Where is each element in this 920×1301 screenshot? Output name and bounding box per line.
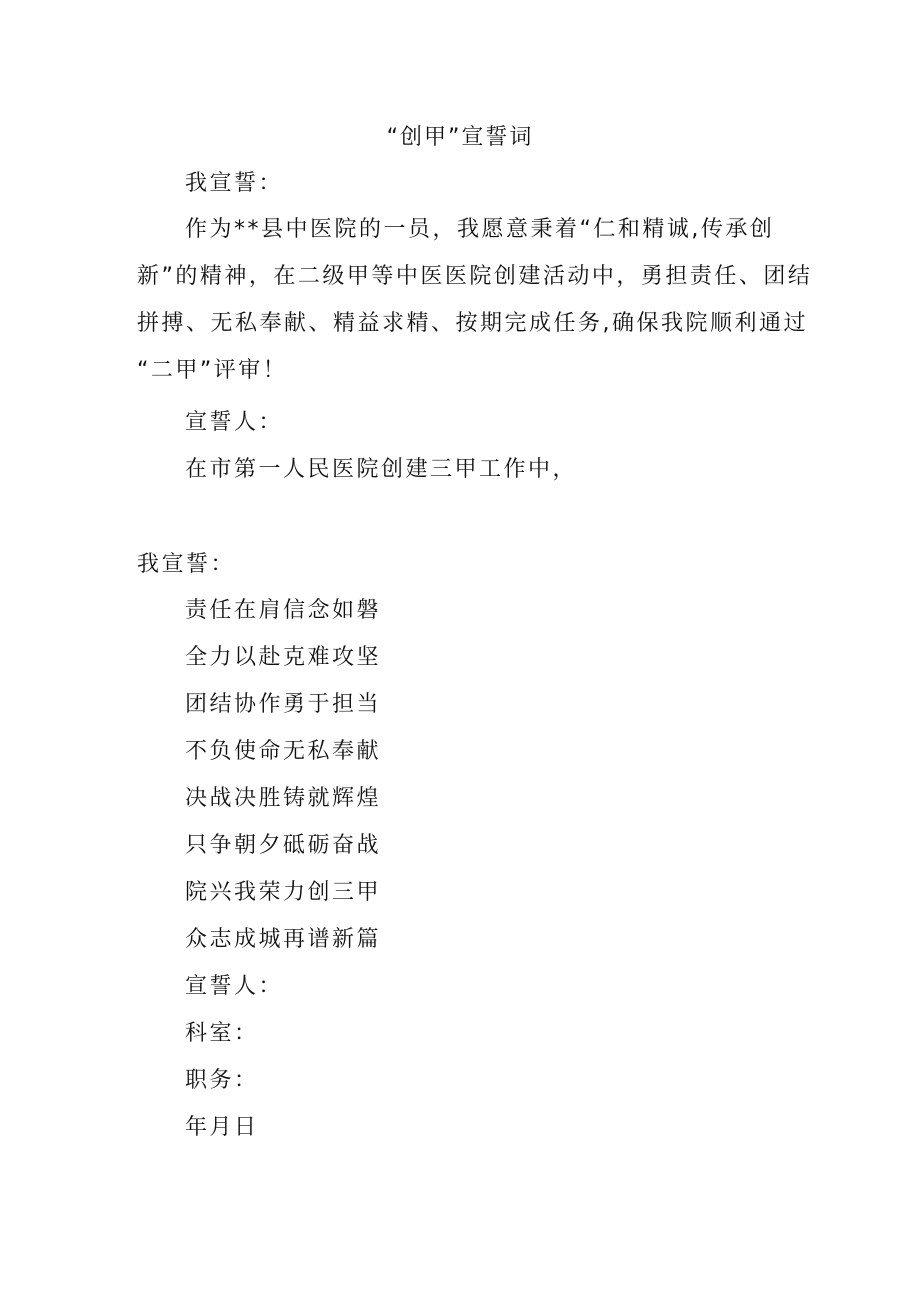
oath-paragraph-line: 作为**县中医院的一员，我愿意秉着“仁和精诚,传承创: [185, 217, 775, 242]
oath-label: 我宣誓：: [185, 171, 284, 196]
oath-line: 团结协作勇于担当: [185, 692, 382, 717]
oath-paragraph-line: “二甲”评审！: [137, 358, 288, 383]
oath-paragraph-line: 拼搏、无私奉献、精益求精、按期完成任务,确保我院顺利通过: [137, 311, 808, 336]
signer-label: 宣誓人：: [185, 974, 284, 999]
intro-text: 在市第一人民医院创建三甲工作中，: [185, 457, 578, 482]
oath-paragraph-line: 新”的精神，在二级甲等中医医院创建活动中，勇担责任、团结: [137, 264, 813, 289]
department-label: 科室：: [185, 1021, 259, 1046]
oath-line: 全力以赴克难攻坚: [185, 645, 382, 670]
oath-line: 只争朝夕砥砺奋战: [185, 833, 382, 858]
oath-line: 责任在肩信念如磐: [185, 598, 382, 623]
signer-label: 宣誓人：: [185, 410, 284, 435]
oath-line: 院兴我荣力创三甲: [185, 880, 382, 905]
oath-line: 不负使命无私奉献: [185, 739, 382, 764]
position-label: 职务：: [185, 1068, 259, 1093]
oath-label: 我宣誓：: [137, 552, 236, 577]
oath-line: 众志成城再谱新篇: [185, 927, 382, 952]
date-label: 年月日: [185, 1115, 259, 1140]
oath-line: 决战决胜铸就辉煌: [185, 786, 382, 811]
document-title: “创甲”宣誓词: [386, 125, 534, 150]
